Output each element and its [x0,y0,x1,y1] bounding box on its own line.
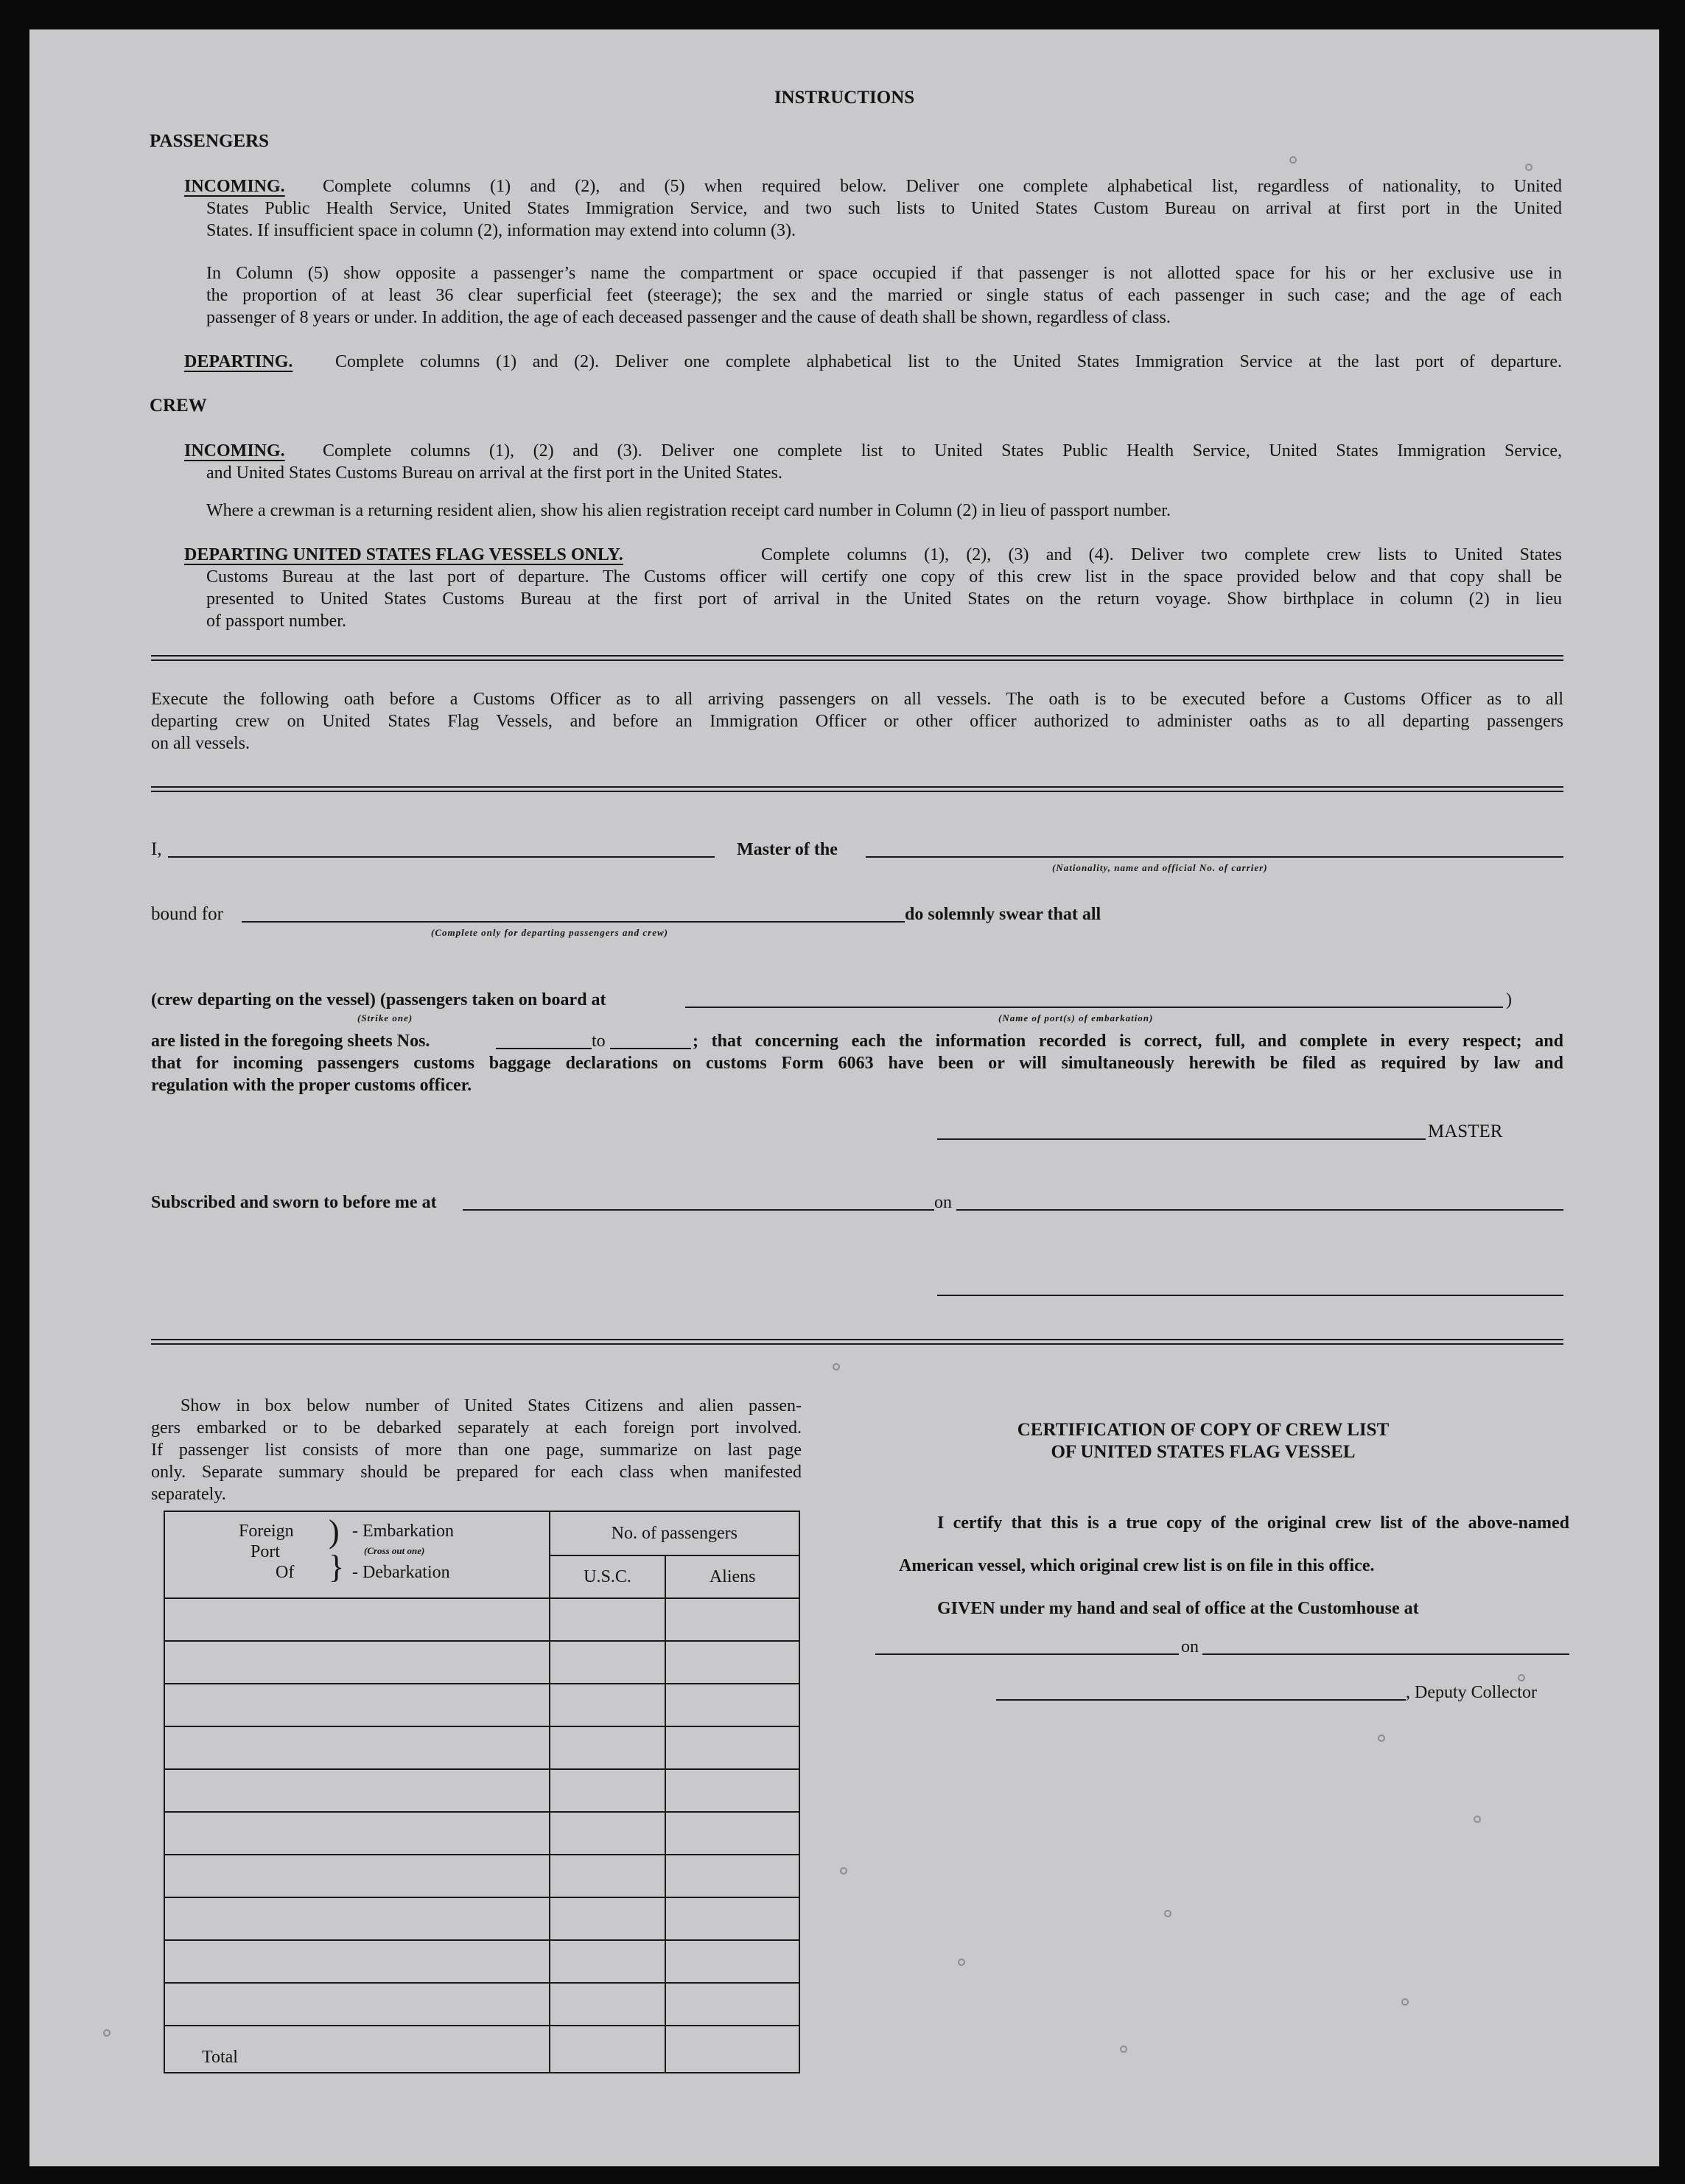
listed-to: to [592,1032,606,1051]
usc-cell[interactable] [550,1897,666,1940]
master-label: MASTER [1428,1121,1503,1141]
aliens-cell[interactable] [665,1641,799,1684]
listed-suffix: ; that concerning each the information recorded is correct, full, and complete in every respect; and [693,1032,1563,1051]
usc-cell[interactable] [550,1812,666,1855]
dust-speck [103,2029,111,2037]
given-line: GIVEN under my hand and seal of office at the Customhouse at [937,1599,1419,1618]
passengers-incoming-label: INCOMING. [184,177,285,196]
port-label: Port [251,1542,281,1561]
crew-departing-label: (crew departing on the vessel) (passengers taken on board at [151,990,606,1009]
dust-speck [840,1867,847,1875]
sworn-date-field[interactable] [956,1209,1563,1211]
dust-speck [1518,1674,1525,1681]
port-cell[interactable] [164,1641,550,1684]
port-cell[interactable] [164,1598,550,1641]
master-signature-field[interactable] [937,1138,1426,1140]
bound-for-field[interactable] [242,921,905,923]
dust-speck [1525,164,1532,171]
oath-intro-line: Execute the following oath before a Customs Officer as to all arriving passengers on all vessels. The oath is to be executed before a Customs Officer as to all [151,690,1563,709]
oath-intro-line: on all vessels. [151,734,250,753]
certify-line: American vessel, which original crew list is on file in this office. [899,1556,1375,1575]
deputy-collector-label: , Deputy Collector [1406,1683,1537,1702]
usc-cell[interactable] [550,1983,666,2026]
port-cell[interactable] [164,1940,550,1983]
crew-departing-label: DEPARTING UNITED STATES FLAG VESSELS ONLY. [184,545,623,564]
summary-instruction-line: only. Separate summary should be prepared for each class when manifested [151,1463,802,1482]
crew-incoming-line: and United States Customs Bureau on arrival at the first port in the United States. [206,463,782,483]
dust-speck [1164,1910,1171,1917]
usc-cell[interactable] [550,1684,666,1726]
oath-intro-line: departing crew on United States Flag Vessels, and before an Immigration Officer or other officer authorized to administer oaths as to all departing passengers [151,712,1563,731]
nationality-caption: (Nationality, name and official No. of carrier) [1052,862,1268,873]
dust-speck [1474,1816,1481,1823]
aliens-header: Aliens [665,1555,799,1598]
total-usc-cell[interactable] [550,2026,666,2073]
port-cell[interactable] [164,1726,550,1769]
passengers-incoming-line: Complete columns (1) and (2), and (5) when required below. Deliver one complete alphabetical list, regardless of nationality, to United [323,177,1562,196]
on-label: on [934,1193,952,1212]
aliens-cell[interactable] [665,1684,799,1726]
port-caption: (Name of port(s) of embarkation) [998,1012,1154,1023]
port-cell[interactable] [164,1684,550,1726]
passengers-departing-label: DEPARTING. [184,352,293,371]
aliens-cell[interactable] [665,1897,799,1940]
certification-title: CERTIFICATION OF COPY OF CREW LIST [1017,1420,1390,1440]
dust-speck [958,1959,965,1966]
certification-title: OF UNITED STATES FLAG VESSEL [1051,1442,1356,1462]
master-of-the-label: Master of the [737,840,838,859]
aliens-cell[interactable] [665,1812,799,1855]
crew-departing-line: of passport number. [206,612,346,631]
passenger-summary-table [164,1511,800,2073]
passengers-incoming-line: States. If insufficient space in column (2), information may extend into column (3). [206,221,796,240]
cross-out-caption: (Cross out one) [364,1545,425,1556]
dust-speck [1120,2045,1127,2053]
foreign-label: Foreign [239,1522,294,1541]
bound-for-label: bound for [151,904,223,924]
usc-cell[interactable] [550,1940,666,1983]
listed-line: regulation with the proper customs officer. [151,1076,472,1095]
master-name-field[interactable] [168,856,715,858]
vessel-field[interactable] [866,856,1563,858]
crew-departing-line: Customs Bureau at the last port of departure. The Customs officer will certify one copy of this crew list in the space provided below and that copy shall be [206,567,1562,587]
crew-incoming-label: INCOMING. [184,441,285,461]
usc-cell[interactable] [550,1855,666,1897]
passengers-incoming-line: States Public Health Service, United States Immigration Service, and two such lists to United States Custom Bureau on arrival at first port in the United [206,199,1562,218]
aliens-cell[interactable] [665,1598,799,1641]
passengers-departing-text: Complete columns (1) and (2). Deliver one complete alphabetical list to the United States Immigration Service at the last port of departure. [335,352,1562,371]
section-divider [151,655,1563,661]
summary-instruction-line: separately. [151,1485,226,1504]
form-page [29,29,1659,2166]
column5-line: passenger of 8 years or under. In addition, the age of each deceased passenger and the cause of death shall be shown, regardless of class. [206,308,1171,327]
total-aliens-cell[interactable] [665,2026,799,2073]
officer-signature-field[interactable] [937,1295,1563,1296]
deputy-signature-field[interactable] [996,1699,1406,1701]
sworn-place-field[interactable] [463,1209,934,1211]
listed-line: that for incoming passengers customs baggage declarations on customs Form 6063 have been or will simultaneously herewith be filed as required by law and [151,1054,1563,1073]
listed-prefix: are listed in the foregoing sheets Nos. [151,1032,430,1051]
subscribed-label: Subscribed and sworn to before me at [151,1193,437,1212]
of-label: Of [276,1563,295,1582]
debarkation-label: - Debarkation [352,1563,450,1582]
cert-date-field[interactable] [1202,1653,1569,1655]
crewman-text: Where a crewman is a returning resident alien, show his alien registration receipt card number in Column (2) in lieu of passport number. [206,501,1171,520]
aliens-cell[interactable] [665,1769,799,1812]
port-cell[interactable] [164,1812,550,1855]
summary-instruction-line: Show in box below number of United States Citizens and alien passen- [181,1396,802,1415]
port-cell[interactable] [164,1983,550,2026]
passengers-heading: PASSENGERS [150,131,270,151]
summary-instruction-line: gers embarked or to be debarked separately at each foreign port involved. [151,1418,802,1438]
dust-speck [833,1363,840,1371]
usc-header: U.S.C. [550,1555,666,1598]
cert-on-label: on [1181,1637,1199,1656]
solemnly-swear-label: do solemnly swear that all [905,905,1101,924]
section-divider [151,1339,1563,1345]
crew-incoming-line: Complete columns (1), (2) and (3). Deliver one complete list to United States Public Health Service, United States Immigration Service, [323,441,1562,461]
no-of-passengers-header: No. of passengers [550,1511,799,1555]
strike-one-caption: (Strike one) [357,1012,413,1023]
port-cell[interactable] [164,1855,550,1897]
crew-departing-line: Complete columns (1), (2), (3) and (4). Deliver two complete crew lists to United States [761,545,1562,564]
section-divider [151,786,1563,792]
aliens-cell[interactable] [665,1726,799,1769]
sheet-to-field[interactable] [610,1048,691,1049]
crew-heading: CREW [150,396,207,416]
usc-cell[interactable] [550,1769,666,1812]
dust-speck [1289,156,1297,164]
port-cell[interactable] [164,1897,550,1940]
dust-speck [1401,1998,1409,2006]
aliens-cell[interactable] [665,1855,799,1897]
brace-top: ) [329,1513,340,1550]
usc-cell[interactable] [550,1641,666,1684]
crew-departing-line: presented to United States Customs Bureau at the first port of arrival in the United States on the return voyage. Show birthplace in column (2) in lieu [206,589,1562,609]
close-paren: ) [1506,990,1512,1009]
usc-cell[interactable] [550,1726,666,1769]
dust-speck [1378,1735,1385,1742]
port-of-embarkation-field[interactable] [685,1007,1503,1008]
port-header-cell [164,1511,550,1598]
aliens-cell[interactable] [665,1940,799,1983]
i-label: I, [151,839,162,859]
total-label: Total [164,2026,550,2073]
embarkation-label: - Embarkation [352,1522,454,1541]
brace-bottom: } [329,1549,345,1585]
instructions-title: INSTRUCTIONS [774,88,915,108]
complete-only-caption: (Complete only for departing passengers and crew) [431,927,668,938]
sheet-from-field[interactable] [496,1048,592,1049]
summary-instruction-line: If passenger list consists of more than one page, summarize on last page [151,1441,802,1460]
column5-line: In Column (5) show opposite a passenger’s name the compartment or space occupied if that passenger is not allotted space for his or her exclusive use in [206,264,1562,283]
certify-line: I certify that this is a true copy of the original crew list of the above-named [937,1513,1569,1533]
customhouse-field[interactable] [875,1653,1179,1655]
aliens-cell[interactable] [665,1983,799,2026]
column5-line: the proportion of at least 36 clear superficial feet (steerage); the sex and the married or single status of each passenger in such case; and the age of each [206,286,1562,305]
usc-cell[interactable] [550,1598,666,1641]
port-cell[interactable] [164,1769,550,1812]
